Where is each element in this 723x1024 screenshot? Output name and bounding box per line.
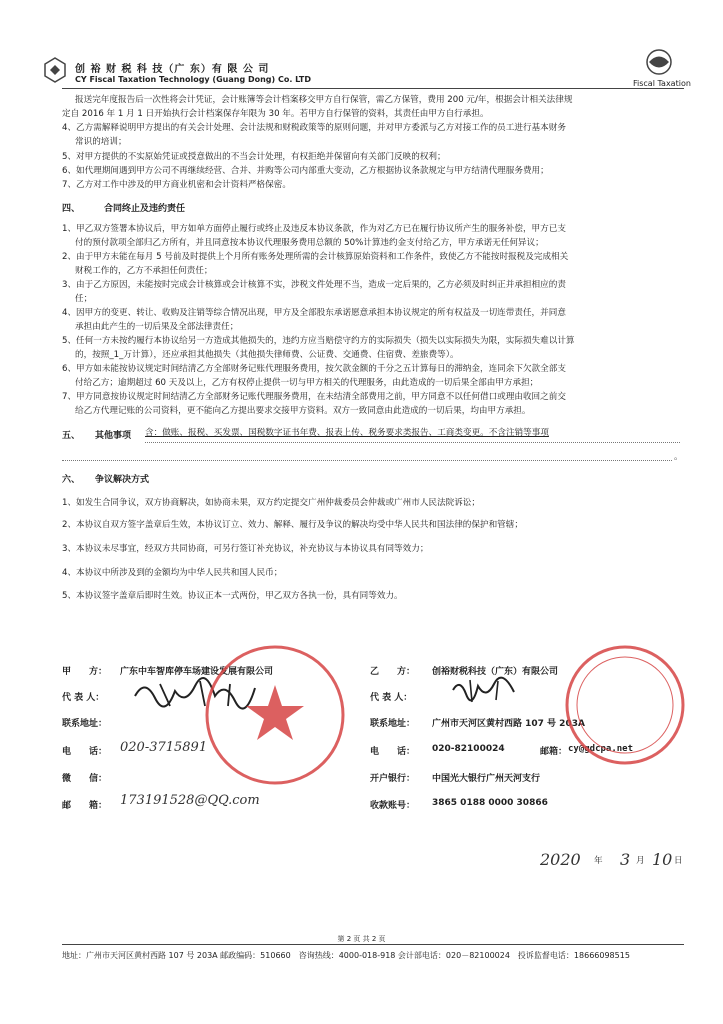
section4-line: 7、甲方同意按协议规定时间结清乙方全部财务记账代理服务费用，在未结清全部费用之前，甲方同意不以任何借口或理由收回之前交 [62,392,566,402]
section6-title: 争议解决方式 [95,475,150,485]
section5-number: 五、 [62,431,81,441]
party-b-phone: 020-82100024 [432,744,505,754]
page-number: 第 2 页 共 2 页 [337,935,386,943]
fill-line-end-mark: 。 [674,452,683,462]
section6-number: 六、 [62,475,81,485]
section6-line: 4、本协议中所涉及到的金额均为中华人民共和国人民币； [62,568,283,578]
other-matters-content: 含：做账、报税、买发票、国税数字证书年费、报表上传、税务要求类报告、工商类变更。不含注销等事项 [145,428,549,438]
date-month-unit: 月 [636,856,645,866]
party-b-account: 3865 0188 0000 30866 [432,798,548,808]
section4-line: 6、甲方如未能按协议规定时间结清乙方全部财务记账代理服务费用，按欠款金额的千分之五计算每日的滞纳金，连同余下欠款全部支 [62,364,566,374]
section3-line: 7、乙方对工作中涉及的甲方商业机密和会计资料严格保密。 [62,180,291,190]
party-b-bank-label: 开户银行： [370,774,416,784]
company-name-en: CY Fiscal Taxation Technology (Guang Dong) Co. LTD [75,75,312,84]
section3-line: 5、对甲方提供的不实原始凭证或授意做出的不当会计处理，有权拒绝并保留向有关部门反映的权利； [62,152,446,162]
party-b-account-label: 收款账号： [370,801,416,811]
section3-line: 4、乙方需解释说明甲方提出的有关会计处理、会计法规和财税政策等的原则问题，并对甲方委派与乙方对接工作的员工进行基本财务 [62,123,566,133]
section4-line: 财税工作的，乙方不承担任何责任； [75,266,213,276]
party-a-email: 173191528@QQ.com [120,793,260,808]
party-b-rep-label: 代 表 人： [370,693,413,703]
company-name-cn: 创 裕 财 税 科 技（广 东）有 限 公 司 [75,64,270,75]
section4-line: 3、由于乙方原因，未能按时完成会计核算或会计核算不实，涉税文件处理不当，造成一定后果的，乙方必须及时纠正并承担相应的责 [62,280,566,290]
fill-line [62,460,672,461]
party-b-phone-label: 电 话： [370,747,416,757]
section4-line: 付的预付款项全部归乙方所有，并且同意按本协议代理服务费用总额的 50%计算违约金支付给乙方，甲方承诺无任何异议； [75,238,544,248]
section6-line: 1、如发生合同争议，双方协商解决，如协商未果，双方约定提交广州仲裁委员会仲裁或广州市人民法院诉讼； [62,498,480,508]
section3-line: 定自 2016 年 1 月 1 日开始执行会计档案保存年限为 30 年。若甲方自行保管的资料，其责任由甲方自行承担。 [62,109,489,119]
section4-line: 付给乙方；逾期超过 60 天及以上，乙方有权停止提供一切与甲方相关的代理服务，由此造成的一切后果全部由甲方承担； [75,378,539,388]
section4-line: 4、因甲方的变更、转让、收购及注销等综合情况出现，甲方及全部股东承诺愿意承担本协议规定的所有权益及一切连带责任，并同意 [62,308,566,318]
party-a-phone: 020-3715891 [120,740,208,755]
party-b-address: 广州市天河区黄村西路 107 号 203A [432,719,585,729]
fill-line [145,442,680,443]
party-a-rep-label: 代 表 人： [62,693,105,703]
date-year: 2020 [540,850,581,869]
section4-line: 任； [75,294,93,304]
section6-line: 3、本协议未尽事宜，经双方共同协商，可另行签订补充协议，补充协议与本协议具有同等效力； [62,544,429,554]
footer-divider [62,944,684,945]
section4-line: 承担由此产生的一切后果及全部法律责任； [75,322,239,332]
section4-number: 四、 [62,204,81,214]
party-b-bank: 中国光大银行广州天河支行 [432,774,541,784]
section4-line: 2、由于甲方未能在每月 5 号前及时提供上个月所有账务处理所需的会计核算原始资料和工作条件，致使乙方不能按时报税及完成相关 [62,252,569,262]
footer-contact: 地址：广州市天河区黄村西路 107 号 203A 邮政编码：510660 咨询热线：4000-018-918 会计部电话：020－82100024 投诉监督电话：18666098515 [62,951,630,960]
section3-line: 报送完年度报告后一次性将会计凭证，会计账簿等会计档案移交甲方自行保管，需乙方保管，费用 200 元/年，根据会计相关法律规 [75,95,573,105]
header-divider [62,88,684,89]
date-month: 3 [620,850,631,869]
party-a-name: 广东中车智库停车场建设发展有限公司 [120,667,274,677]
date-day: 10 [652,850,673,869]
section4-line: 的，按照_1_万计算），还应承担其他损失（其他损失律师费、公证费、交通费、住宿费、差旅费等）。 [75,350,459,360]
party-a-phone-label: 电 话： [62,747,108,757]
party-a-wechat-label: 微 信： [62,774,108,784]
fiscal-taxation-text: Fiscal Taxation [633,79,691,88]
party-b-company-seal [560,640,690,770]
party-a-company-seal [200,640,350,790]
fiscal-taxation-logo-icon [639,48,679,76]
party-a-email-label: 邮 箱： [62,801,108,811]
date-year-unit: 年 [594,856,603,866]
party-b-signature [448,676,518,704]
section4-line: 给乙方代理记账的公司资料，更不能向乙方提出要求交接甲方资料。双方一致同意由此造成的一切后果，均由甲方承担。 [75,406,531,416]
date-day-unit: 日 [674,856,683,866]
party-b-email-label: 邮箱： [540,747,568,757]
section4-title: 合同终止及违约责任 [104,204,186,214]
party-b-address-label: 联系地址： [370,719,416,729]
party-a-label: 甲 方： [62,667,108,677]
section4-line: 5、任何一方未按约履行本协议给另一方造成其他损失的，违约方应当赔偿守约方的实际损失（损失以实际损失为限，实际损失难以计算 [62,336,575,346]
section3-line: 6、如代理期间遇到甲方公司不再继续经营、合并、并购等公司内部重大变动，乙方根据协议条款规定与甲方结清代理服务费用； [62,166,549,176]
company-logo-icon [43,57,67,83]
section3-line: 常识的培训； [75,137,127,147]
section5-title: 其他事项 [95,431,132,441]
section4-line: 1、甲乙双方签署本协议后，甲方如单方面停止履行或终止及违反本协议条款，作为对乙方已在履行协议所产生的服务补偿，甲方已支 [62,224,566,234]
party-a-address-label: 联系地址： [62,719,108,729]
party-b-name: 创裕财税科技（广东）有限公司 [432,667,559,677]
party-b-label: 乙 方： [370,667,416,677]
party-b-email: cy@gdcpa.net [568,744,634,754]
section6-line: 2、本协议自双方签字盖章后生效，本协议订立、效力、解释、履行及争议的解决均受中华人民共和国法律的保护和管辖； [62,520,523,530]
section6-line: 5、本协议签字盖章后即时生效。协议正本一式两份，甲乙双方各执一份，具有同等效力。 [62,591,403,601]
